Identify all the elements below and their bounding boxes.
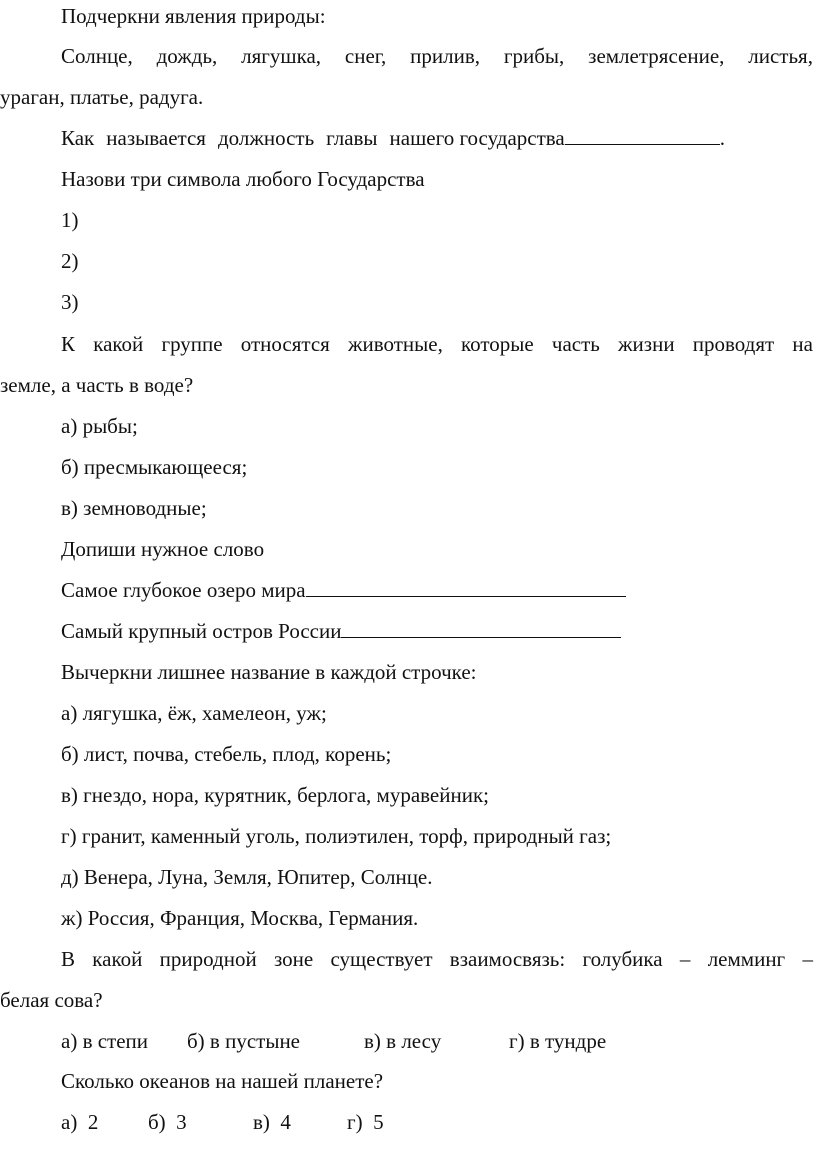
q4-word: проводят — [692, 332, 775, 356]
q5-title: Допиши нужное слово — [61, 537, 265, 561]
q8-option-a: а) 2 — [61, 1110, 99, 1134]
q7-word: природной — [159, 947, 257, 971]
q4-word: какой — [93, 332, 144, 356]
q4-word: часть — [551, 332, 600, 356]
q2-end: . — [719, 126, 725, 150]
q4-option: в) земноводные; — [61, 496, 207, 520]
q4-word: К — [61, 332, 76, 356]
q1-words-line1 — [61, 46, 813, 67]
q8-option-b: б) 3 — [148, 1110, 187, 1134]
q1-word: землетрясение, — [588, 44, 725, 68]
q8-option-d: г) 5 — [347, 1110, 384, 1134]
q1-word: дождь, — [156, 44, 218, 68]
q4-question-line2: земле, а часть в воде? — [0, 373, 194, 397]
q5-item2-text: Самый крупный остров России — [61, 619, 342, 643]
q7-question-line2: белая сова? — [0, 988, 103, 1012]
q3-item: 1) — [61, 208, 79, 232]
q1-word: грибы, — [503, 44, 565, 68]
q4-word: животные, — [348, 332, 443, 356]
q4-option: б) пресмыкающееся; — [61, 455, 248, 479]
q2-word: называется — [106, 126, 206, 150]
q7-word: – — [802, 947, 813, 971]
q6-item: д) Венера, Луна, Земля, Юпитер, Солнце. — [61, 865, 433, 889]
q5-answer1-blank[interactable] — [306, 595, 626, 597]
q3-item: 3) — [61, 290, 79, 314]
q4-word: которые — [461, 332, 534, 356]
q2-word: нашего государства — [389, 126, 565, 150]
q7-word: существует — [330, 947, 433, 971]
q8-option-c: в) 4 — [253, 1110, 291, 1134]
q2-word: должность — [217, 126, 315, 150]
q7-word: взаимосвязь: — [449, 947, 566, 971]
q7-word: лемминг — [707, 947, 786, 971]
q1-word: лягушка, — [241, 44, 322, 68]
q2-question — [61, 128, 725, 149]
q2-answer-blank[interactable] — [565, 143, 720, 145]
q5-answer2-blank[interactable] — [341, 636, 621, 638]
q6-item: б) лист, почва, стебель, плод, корень; — [61, 742, 392, 766]
q7-word: голубика — [582, 947, 663, 971]
q6-item: г) гранит, каменный уголь, полиэтилен, торф, природный газ; — [61, 824, 612, 848]
q6-item: а) лягушка, ёж, хамелеон, уж; — [61, 701, 327, 725]
q3-item: 2) — [61, 249, 79, 273]
q4-option: а) рыбы; — [61, 414, 138, 438]
q6-item: в) гнездо, нора, курятник, берлога, муравейник; — [61, 783, 490, 807]
q3-title: Назови три символа любого Государства — [61, 167, 425, 191]
q7-word: какой — [92, 947, 143, 971]
q7-word: зоне — [274, 947, 314, 971]
q1-word: Солнце, — [61, 44, 133, 68]
q6-item: ж) Россия, Франция, Москва, Германия. — [61, 906, 419, 930]
q5-item1-text: Самое глубокое озеро мира — [61, 578, 306, 602]
q1-title: Подчеркни явления природы: — [61, 4, 326, 28]
q4-word: жизни — [618, 332, 675, 356]
q2-word: главы — [326, 126, 378, 150]
q8-title: Сколько океанов на нашей планете? — [61, 1069, 384, 1093]
q7-option-d: г) в тундре — [509, 1029, 607, 1053]
q7-option-b: б) в пустыне — [187, 1029, 300, 1053]
q4-word: группе — [161, 332, 223, 356]
q7-word: В — [61, 947, 76, 971]
q4-word: относятся — [240, 332, 330, 356]
q6-title: Вычеркни лишнее название в каждой строчке: — [61, 660, 477, 684]
q5-item1 — [61, 580, 626, 601]
q1-words-line2: ураган, платье, радуга. — [0, 85, 204, 109]
q7-word: – — [679, 947, 691, 971]
q7-question-line1 — [61, 949, 813, 970]
q4-word: на — [792, 332, 813, 356]
q1-word: прилив, — [410, 44, 481, 68]
q7-option-a: а) в степи — [61, 1029, 149, 1053]
q2-word: Как — [61, 126, 95, 150]
q7-option-c: в) в лесу — [364, 1029, 442, 1053]
q4-question-line1 — [61, 334, 813, 355]
q1-word: листья, — [748, 44, 813, 68]
q1-word: снег, — [344, 44, 387, 68]
q5-item2 — [61, 621, 621, 642]
